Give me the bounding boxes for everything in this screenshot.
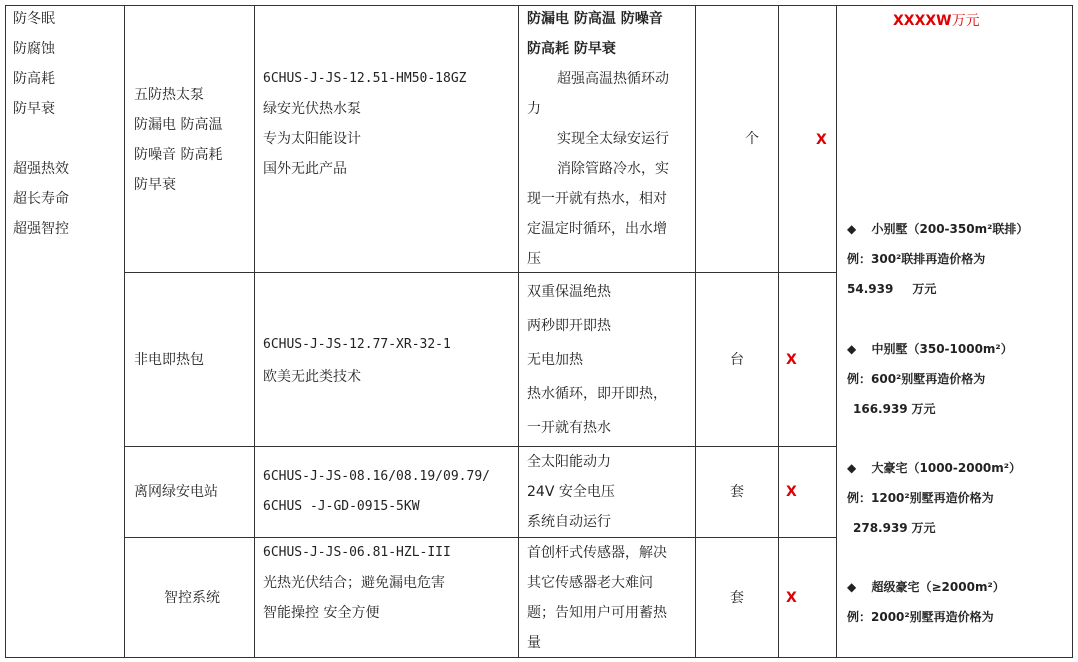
model-code: 6CHUS-J-JS-08.16/08.19/09.79/ [263,469,490,484]
price-item-label: 大豪宅（1000-2000m²） [871,461,1022,475]
price-mark: X [786,484,797,500]
feature-tag: 防冬眠 [13,11,55,27]
model-desc: 欧美无此类技术 [263,369,361,385]
feature-line: 无电加热 [527,352,583,368]
price-item-value [853,513,936,543]
feature-line: 双重保温绝热 [527,284,611,300]
feature-line: 题；告知用户可用蓄热 [527,605,667,621]
price-item-value [847,274,936,304]
feature-line: 热水循环，即开即热， [527,386,667,402]
feature-tag: 超强智控 [13,221,69,237]
price-item-label: 超级豪宅（≥2000m²） [871,580,1005,594]
price-item-example: 例：1200²别墅再造价格为 [847,491,994,505]
feature-line: 24V 安全电压 [527,484,615,500]
feature-line: 系统自动运行 [527,514,611,530]
feature-line: 超强高温热循环动 [557,71,669,87]
model-code: 6CHUS-J-JS-06.81-HZL-III [263,545,451,560]
product-name-line: 非电即热包 [134,352,204,368]
product-name-line: 防漏电 防高温 [134,117,223,133]
product-name-line: 离网绿安电站 [134,484,218,500]
price-item-head [847,453,1021,483]
price-value: 278.939 [853,521,908,535]
model-desc: 绿安光伏热水泵 [263,101,361,117]
model-desc: 国外无此产品 [263,161,347,177]
feature-heading: 防漏电 防高温 防噪音 [527,11,663,27]
feature-tag: 超强热效 [13,161,69,177]
price-unit: 万元 [911,402,936,416]
feature-tag: 防高耗 [13,71,55,87]
price-item-head [847,334,1013,364]
price-mark: X [786,590,797,606]
unit-cell: 套 [730,484,744,500]
price-unit: 万元 [912,282,937,296]
product-name-line: 五防热太泵 [134,87,204,103]
price-item-head [847,572,1005,602]
diamond-bullet-icon: ◆ [847,342,857,356]
model-code: 6CHUS-J-JS-12.51-HM50-18GZ [263,71,467,86]
feature-line: 全太阳能动力 [527,454,611,470]
feature-line: 其它传感器老大难问 [527,575,653,591]
model-code: 6CHUS-J-JS-12.77-XR-32-1 [263,337,451,352]
model-desc: 专为太阳能设计 [263,131,361,147]
feature-line: 首创杆式传感器，解决 [527,545,667,561]
price-title-mark: XXXXW [893,13,952,29]
price-item-label: 小别墅（200-350m²联排） [871,222,1029,236]
feature-line: 两秒即开即热 [527,318,611,334]
product-name-line: 智控系统 [164,590,220,606]
feature-line: 压 [527,251,541,267]
feature-heading: 防高耗 防早衰 [527,41,616,57]
price-title-unit: 万元 [951,13,980,29]
price-item-value [853,394,936,424]
price-title [893,10,980,30]
feature-tag: 超长寿命 [13,191,69,207]
price-mark: X [786,352,797,368]
diamond-bullet-icon: ◆ [847,222,857,236]
product-name-line: 防噪音 防高耗 [134,147,223,163]
diamond-bullet-icon: ◆ [847,461,857,475]
model-code: 6CHUS -J-GD-0915-5KW [263,499,420,514]
price-item-head [847,214,1028,244]
feature-tag: 防早衰 [13,101,55,117]
price-item-example: 例：600²别墅再造价格为 [847,372,986,386]
feature-line: 现一开就有热水，相对 [527,191,667,207]
feature-line: 消除管路冷水，实 [557,161,669,177]
price-item-label: 中别墅（350-1000m²） [871,342,1013,356]
feature-line: 实现全太绿安运行 [557,131,669,147]
price-unit: 万元 [911,521,936,535]
product-name-line: 防早衰 [134,177,176,193]
feature-line: 定温定时循环，出水增 [527,221,667,237]
diamond-bullet-icon: ◆ [847,580,857,594]
price-value: 54.939 [847,282,894,296]
price-item-example: 例：2000²别墅再造价格为 [847,610,994,624]
feature-line: 力 [527,101,541,117]
price-item-example: 例：300²联排再造价格为 [847,252,986,266]
unit-cell: 套 [730,590,744,606]
unit-cell: 个 [745,131,759,147]
price-mark: X [816,132,827,148]
model-desc: 智能操控 安全方便 [263,605,380,621]
model-desc: 光热光伏结合；避免漏电危害 [263,575,445,591]
feature-line: 一开就有热水 [527,420,611,436]
unit-cell: 台 [730,352,744,368]
feature-line: 量 [527,635,541,651]
feature-tag: 防腐蚀 [13,41,55,57]
price-value: 166.939 [853,402,908,416]
